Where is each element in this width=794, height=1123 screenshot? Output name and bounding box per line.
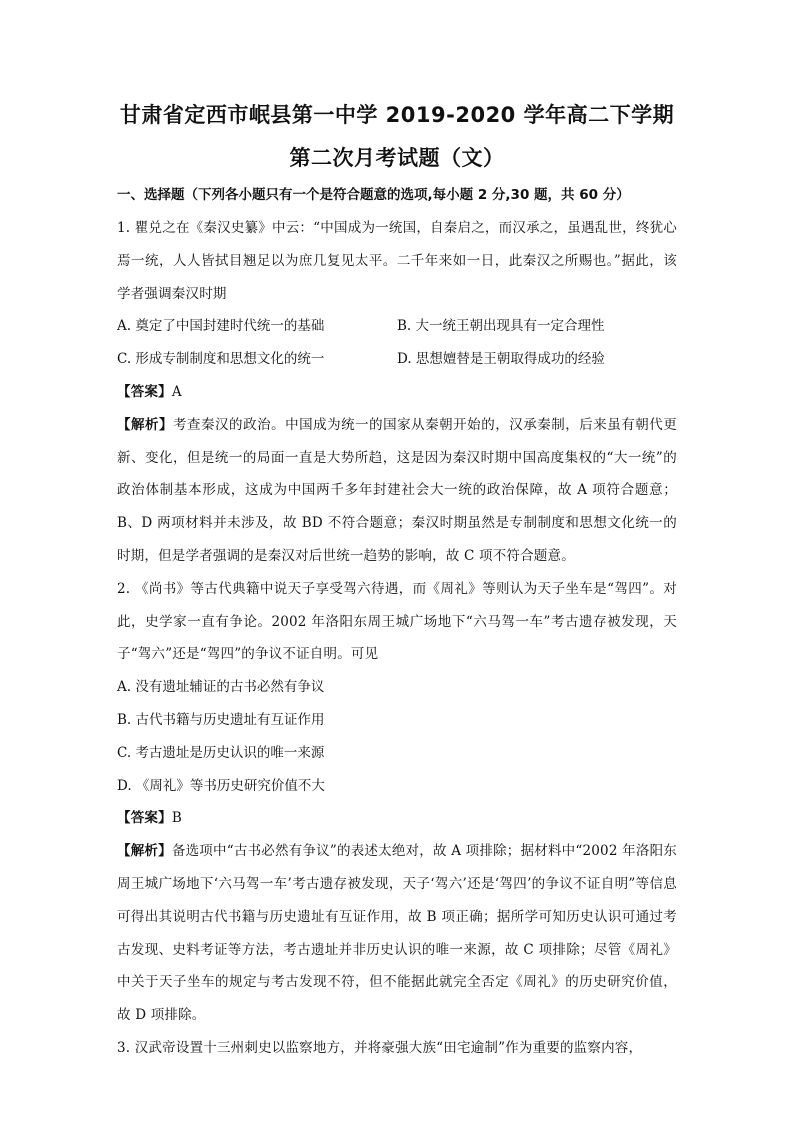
exam-page	[117, 100, 677, 1065]
analysis-label: 【解析】	[117, 416, 174, 433]
question-3-stem: 3. 汉武帝设置十三州刺史以监察地方，并将豪强大族“田宅逾制”作为重要的监察内容，	[117, 1039, 643, 1056]
question-2-stem: 2. 《尚书》等古代典籍中说天子享受驾六待遇，而《周礼》等则认为天子坐车是“驾四”。对此，史学家一直有争论。2002 年洛阳东周王城广场地下“六马驾一车”考古遗存被发现，天子“驾六”还是“驾四”的争议不证自明。可见	[117, 580, 677, 663]
question-2	[117, 573, 677, 1032]
analysis-text: 考查秦汉的政治。中国成为统一的国家从秦朝开始的，汉承秦制，后来虽有朝代更新、变化，但是统一的局面一直是大势所趋，这是因为秦汉时期中国高度集权的“大一统”的政治体制基本形成，这成为中国两千多年封建社会大一统的政治保障，故 A 项符合题意；B、D 两项材料并未涉及，故 BD 不符合题意；秦汉时期虽然是专制制度和思想文化统一的时期，但是学者强调的是秦汉对后世统一趋势的影响，故 C 项不符合题意。	[117, 416, 677, 564]
question-2-option-b: B. 古代书籍与历史遗址有互证作用	[117, 711, 325, 728]
question-2-answer	[117, 802, 677, 835]
exam-title-line2: 第二次月考试题（文）	[289, 146, 505, 170]
question-1-options-row-2	[117, 343, 677, 376]
question-1-option-a: A. 奠定了中国封建时代统一的基础	[117, 318, 325, 335]
question-1-option-d: D. 思想嬗替是王朝取得成功的经验	[397, 351, 605, 368]
question-2-analysis	[117, 835, 677, 1032]
analysis-label: 【解析】	[117, 843, 172, 860]
question-1-stem: 1. 瞿兑之在《秦汉史纂》中云：“中国成为一统国，自秦启之，而汉承之，虽遇乱世，终犹心焉一统，人人皆拭目翘足以为庶几复见太平。二千年来如一日，此秦汉之所赐也。”据此，该学者强调秦汉时期	[117, 220, 677, 302]
answer-value: A	[171, 383, 182, 400]
answer-label: 【答案】	[117, 383, 172, 400]
question-2-option-a: A. 没有遗址辅证的古书必然有争议	[117, 679, 325, 696]
question-1-option-b: B. 大一统王朝出现具有一定合理性	[397, 318, 605, 335]
answer-label: 【答案】	[117, 810, 172, 827]
question-1-answer	[117, 376, 677, 409]
analysis-text: 备选项中“古书必然有争议”的表述太绝对，故 A 项排除；据材料中“2002 年洛阳东周王城广场地下‘六马驾一车’考古遗存被发现，天子‘驾六’还是‘驾四’的争议不证自明”等信息可得出其说明古代书籍与历史遗址有互证作用，故 B 项正确；据所学可知历史认识可通过考古发现、史料考证等方法，考古遗址并非历史认识的唯一来源，故 C 项排除；尽管《周礼》中关于天子坐车的规定与考古发现不符，但不能据此就完全否定《周礼》的历史研究价值，故 D 项排除。	[117, 843, 677, 1024]
question-1-analysis	[117, 409, 677, 573]
answer-value: B	[171, 810, 182, 827]
question-2-option-c: C. 考古遗址是历史认识的唯一来源	[117, 744, 325, 761]
exam-title-line1: 甘肃省定西市岷县第一中学 2019-2020 学年高二下学期	[119, 103, 675, 127]
question-3	[117, 1032, 677, 1065]
question-1-options-row-1	[117, 310, 677, 343]
section-heading-choice: 一、选择题（下列各小题只有一个是符合题意的选项,每小题 2 分,30 题，共 60 分）	[117, 187, 630, 203]
question-1	[117, 212, 677, 573]
question-2-option-d: D. 《周礼》等书历史研究价值不大	[117, 777, 325, 794]
question-1-option-c: C. 形成专制制度和思想文化的统一	[117, 351, 325, 368]
